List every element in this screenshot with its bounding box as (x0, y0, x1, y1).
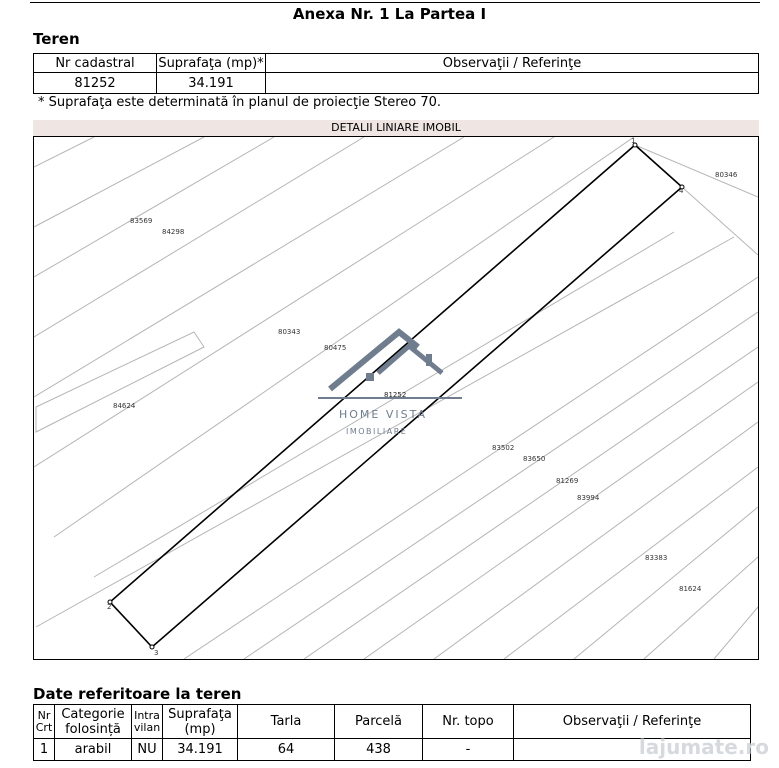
teren-section-title: Teren (33, 30, 80, 48)
neighbor-boundary-line (54, 137, 634, 537)
plot-label: 83569 (130, 217, 153, 225)
top-rule (30, 2, 760, 3)
col-categorie: Categorie folosință (55, 705, 132, 739)
col-suprafata: Suprafaţa (mp) (163, 705, 238, 739)
neighbor-boundary-line (34, 137, 274, 277)
plot-label: 83383 (645, 554, 668, 562)
neighbor-boundary-line (714, 607, 758, 659)
plot-label: 80475 (324, 344, 347, 352)
plot-label: 84298 (162, 228, 185, 236)
neighbor-boundary-line (34, 137, 464, 397)
neighbor-boundary-line (304, 347, 758, 659)
surface-note: * Suprafaţa este determinată în planul de proiecţie Stereo 70. (38, 95, 442, 110)
cell-observatii (266, 73, 759, 94)
site-watermark: lajumate.ro (638, 735, 769, 759)
col-nr-topo: Nr. topo (423, 705, 514, 739)
neighbor-boundary-line (34, 137, 364, 337)
plot-label: 83502 (492, 444, 515, 452)
neighbor-boundary-line (34, 137, 204, 227)
cell-nr-crt: 1 (34, 739, 55, 761)
neighbor-boundary-line (34, 137, 94, 167)
map-header: DETALII LINIARE IMOBIL (33, 120, 759, 136)
page-title: Anexa Nr. 1 La Partea I (292, 5, 487, 23)
col-nr-cadastral: Nr cadastral (34, 54, 157, 73)
neighbor-boundary-line (644, 557, 758, 659)
cell-suprafata: 34.191 (163, 739, 238, 761)
col-intravilan: Intra vilan (132, 705, 163, 739)
col-observatii: Observaţii / Referinţe (514, 705, 751, 739)
col-nr-crt: Nr Crt (34, 705, 55, 739)
neighbor-boundary-line (244, 312, 758, 659)
plot-label: 81624 (679, 585, 702, 593)
neighbor-boundary-line (184, 277, 758, 659)
vertex-label: 3 (154, 649, 159, 657)
col-parcela: Parcelă (335, 705, 423, 739)
plot-label: 80346 (715, 171, 738, 179)
cell-suprafata: 34.191 (157, 73, 266, 94)
cell-nr-cadastral: 81252 (34, 73, 157, 94)
parcel-label: 81252 (384, 391, 407, 399)
neighbor-boundary-line (574, 507, 758, 659)
neighbor-parcel-outline (36, 332, 204, 432)
cell-parcela: 438 (335, 739, 423, 761)
logo-subtitle: IMOBILIARE (346, 427, 408, 436)
cell-tarla: 64 (238, 739, 335, 761)
col-tarla: Tarla (238, 705, 335, 739)
neighbor-boundary-line (94, 232, 674, 577)
vertex-label: 4 (679, 187, 684, 195)
plot-label: 80343 (278, 328, 301, 336)
cadastral-map (33, 136, 759, 660)
col-observatii: Observaţii / Referinţe (266, 54, 759, 73)
logo-name: HOME VISTA (339, 408, 428, 421)
cell-categorie: arabil (55, 739, 132, 761)
neighbor-boundary-line (364, 382, 758, 659)
map-drawing (34, 137, 758, 659)
cell-intravilan: NU (132, 739, 163, 761)
vertex-label: 1 (631, 137, 636, 145)
neighbor-boundary-line (434, 422, 758, 659)
date-teren-section-title: Date referitoare la teren (33, 685, 242, 703)
neighbor-boundary-line (635, 145, 758, 197)
plot-label: 83650 (523, 455, 546, 463)
col-suprafata: Suprafaţa (mp)* (158, 55, 264, 71)
vertex-label: 2 (107, 603, 112, 611)
plot-label: 84624 (113, 402, 136, 410)
teren-table (33, 53, 759, 94)
logo-chimney-icon (426, 354, 432, 366)
cell-nr-topo: - (423, 739, 514, 761)
logo-window-icon (366, 373, 374, 381)
neighbor-boundary-line (34, 137, 554, 467)
plot-label: 81269 (556, 477, 579, 485)
plot-label: 83994 (577, 494, 600, 502)
